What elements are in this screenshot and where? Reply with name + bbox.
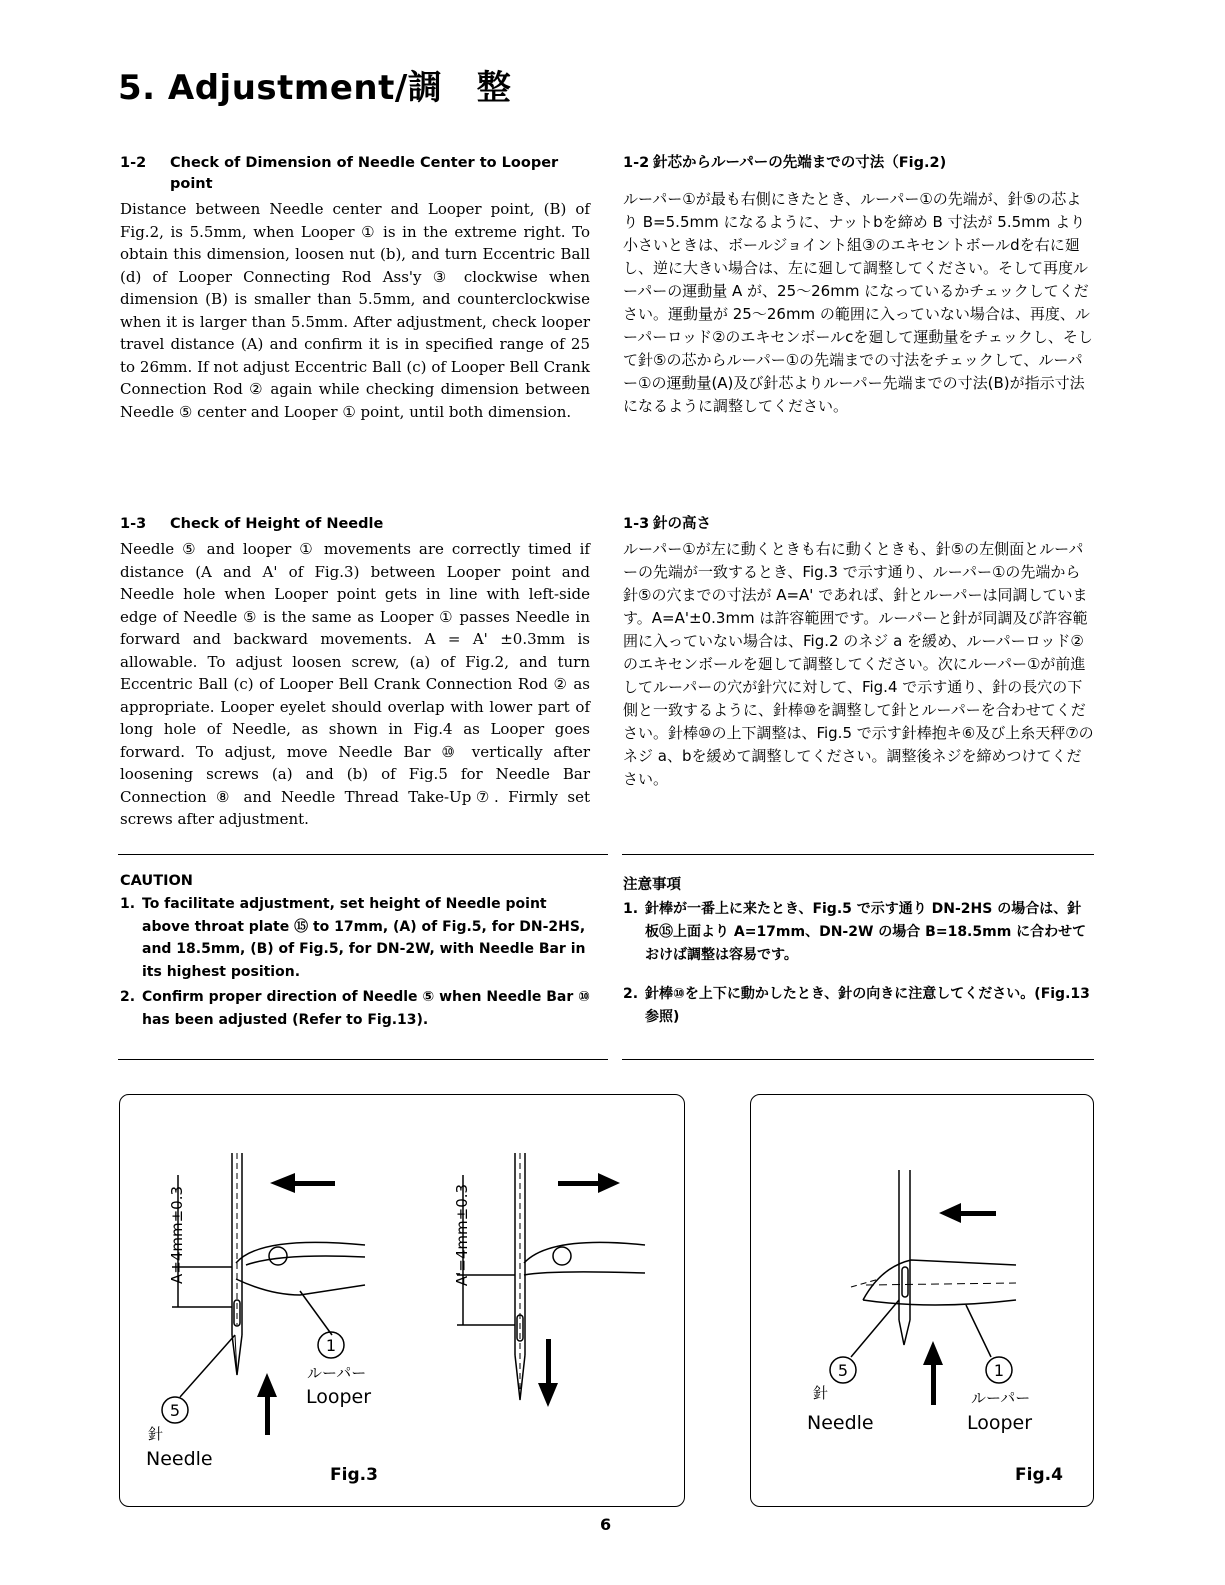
item-number: 2. — [120, 989, 136, 1005]
item-text: To facilitate adjustment, set height of Needle point above throat plate ⑮ to 17mm, (A) of Fig.5, for DN-2HS, and 18.5mm, (B) of Fig.5, for DN-2W, with Needle Bar in its highest position. — [142, 896, 586, 980]
figure-4 — [750, 1094, 1094, 1507]
needle-en-label: Needle — [807, 1412, 874, 1434]
figure-4-label: Fig.4 — [1015, 1465, 1063, 1485]
needle-callout-number: 5 — [169, 1401, 181, 1420]
looper-jp-label: ルーパー — [307, 1364, 367, 1382]
section-body: ルーパー①が最も右側にきたとき、ルーパー①の先端が、針⑤の芯より B=5.5mm になるように、ナットbを締め B 寸法が 5.5mm より小さいときは、ボールジョイント組③のエキセントボールdを右に廻し、逆に大きい場合は、左に廻して調整してください。そして再度ルーパーの運動量 A が、25〜26mm になっているかチェックしてください。運動量が 25〜26mm の範囲に入っていない場合は、再度、ルーパーロッド②のエキセンボールcを廻して運動量をチェックし、そして針⑤の芯からルーパー①の先端までの寸法をチェックして、ルーパー①の運動量(A)及び針芯よりルーパー先端までの寸法(B)が指示寸法になるように調整してください。 — [623, 190, 1093, 415]
figure-3-label: Fig.3 — [330, 1465, 378, 1485]
item-number: 1. — [623, 901, 639, 917]
needle-jp-label: 針 — [813, 1384, 829, 1402]
caution-list — [120, 893, 590, 1031]
divider — [622, 854, 1094, 855]
needle-callout-number: 5 — [837, 1361, 849, 1380]
looper-callout-number: 1 — [325, 1336, 337, 1355]
section-heading — [623, 514, 1095, 535]
section-heading — [120, 153, 590, 195]
item-number: 1. — [120, 896, 136, 912]
dim-a-label: A=4mm±0.3 — [168, 1185, 186, 1285]
looper-callout-number: 1 — [993, 1361, 1005, 1380]
looper-jp-label: ルーパー — [971, 1389, 1031, 1407]
section-heading — [623, 153, 1095, 174]
section-number: 1-2 — [623, 155, 650, 171]
caution-list — [623, 898, 1095, 1029]
caution-item — [120, 893, 590, 983]
figure-3-drawing — [120, 1095, 684, 1506]
needle-en-label: Needle — [146, 1448, 213, 1470]
section-1-3-en — [120, 514, 590, 831]
divider — [622, 1059, 1094, 1060]
section-1-2-en — [120, 153, 590, 423]
section-body: Needle ⑤ and looper ① movements are correctly timed if distance (A and A' of Fig.3) between Looper point and Needle hole when Looper point gets in line with left-side edge of Needle ⑤ is the same as Looper ① passes Needle in forward and backward movements. A = A' ±0.3mm is allowable. To adjust loosen screw, (a) of Fig.2, and turn Eccentric Ball (c) of Looper Bell Crank Connection Rod ② as appropriate. Looper eyelet should overlap with lower part of long hole of Needle, as shown in Fig.4 as Looper goes forward. To adjust, move Needle Bar ⑩ vertically after loosening screws (a) and (b) of Fig.5 for Needle Bar Connection ⑧ and Needle Thread Take-Up⑦. Firmly set screws after adjustment. — [120, 540, 590, 828]
page-number: 6 — [600, 1515, 612, 1534]
section-1-2-jp — [623, 153, 1095, 418]
section-title: Check of Dimension of Needle Center to Looper point — [170, 155, 559, 192]
looper-en-label: Looper — [306, 1386, 372, 1408]
section-title: 針の高さ — [653, 516, 711, 532]
item-text: 針棒⑩を上下に動かしたとき、針の向きに注意してください。(Fig.13 参照) — [645, 986, 1090, 1025]
section-number: 1-2 — [120, 155, 147, 171]
divider — [118, 1059, 608, 1060]
needle-jp-label: 針 — [148, 1425, 164, 1443]
item-text: Confirm proper direction of Needle ⑤ when Needle Bar ⑩ has been adjusted (Refer to Fig.13). — [142, 989, 590, 1028]
caution-title: 注意事項 — [623, 877, 681, 893]
caution-jp — [623, 873, 1095, 1032]
dim-a-prime-label: A'=4mm±0.3 — [453, 1183, 471, 1287]
divider — [118, 854, 608, 855]
figure-4-drawing — [751, 1095, 1093, 1506]
section-body: ルーパー①が左に動くときも右に動くときも、針⑤の左側面とルーパーの先端が一致するとき、Fig.3 で示す通り、ルーパー①の先端から針⑤の穴までの寸法が A=A' であれば、針とルーパーは同調しています。A=A'±0.3mm は許容範囲です。ルーパーと針が同調及び許容範囲に入っていない場合は、Fig.2 のネジ a を緩め、ルーパーロッド②のエキセンボールを廻して調整してください。次にルーパー①が前進してルーパーの穴が針穴に対して、Fig.4 で示す通り、針の長穴の下側と一致するように、針棒⑩を調整して針とルーパーを合わせてください。針棒⑩の上下調整は、Fig.5 で示す針棒抱キ⑥及び上糸天秤⑦のネジ a、bを緩めて調整してください。調整後ネジを締めつけてください。 — [623, 540, 1094, 788]
caution-item — [120, 986, 590, 1031]
item-text: 針棒が一番上に来たとき、Fig.5 で示す通り DN-2HS の場合は、針板⑮上面より A=17mm、DN-2W の場合 B=18.5mm に合わせておけば調整は容易です。 — [645, 901, 1087, 963]
figure-3 — [119, 1094, 685, 1507]
caution-title: CAUTION — [120, 873, 193, 889]
section-body: Distance between Needle center and Looper point, (B) of Fig.2, is 5.5mm, when Looper ① is in the extreme right. To obtain this dimension, loosen nut (b), and turn Eccentric Ball (d) of Looper Connecting Rod Ass'y ③ clockwise when dimension (B) is smaller than 5.5mm, and counterclockwise when it is larger than 5.5mm. After adjustment, check looper travel distance (A) and confirm it is in specified range of 25 to 26mm. If not adjust Eccentric Ball (c) of Looper Bell Crank Connection Rod ② again while checking dimension between Needle ⑤ center and Looper ① point, until both dimension. — [120, 200, 590, 421]
section-title: 針芯からルーパーの先端までの寸法（Fig.2) — [653, 155, 947, 171]
caution-en — [120, 873, 590, 1034]
caution-item — [623, 898, 1095, 967]
section-1-3-jp — [623, 514, 1095, 791]
section-number: 1-3 — [623, 516, 650, 532]
page-title: 5. Adjustment/調 整 — [118, 68, 512, 108]
section-heading — [120, 514, 590, 535]
caution-item — [623, 983, 1095, 1029]
section-number: 1-3 — [120, 516, 147, 532]
item-number: 2. — [623, 986, 639, 1002]
section-title: Check of Height of Needle — [170, 516, 384, 532]
looper-en-label: Looper — [967, 1412, 1033, 1434]
